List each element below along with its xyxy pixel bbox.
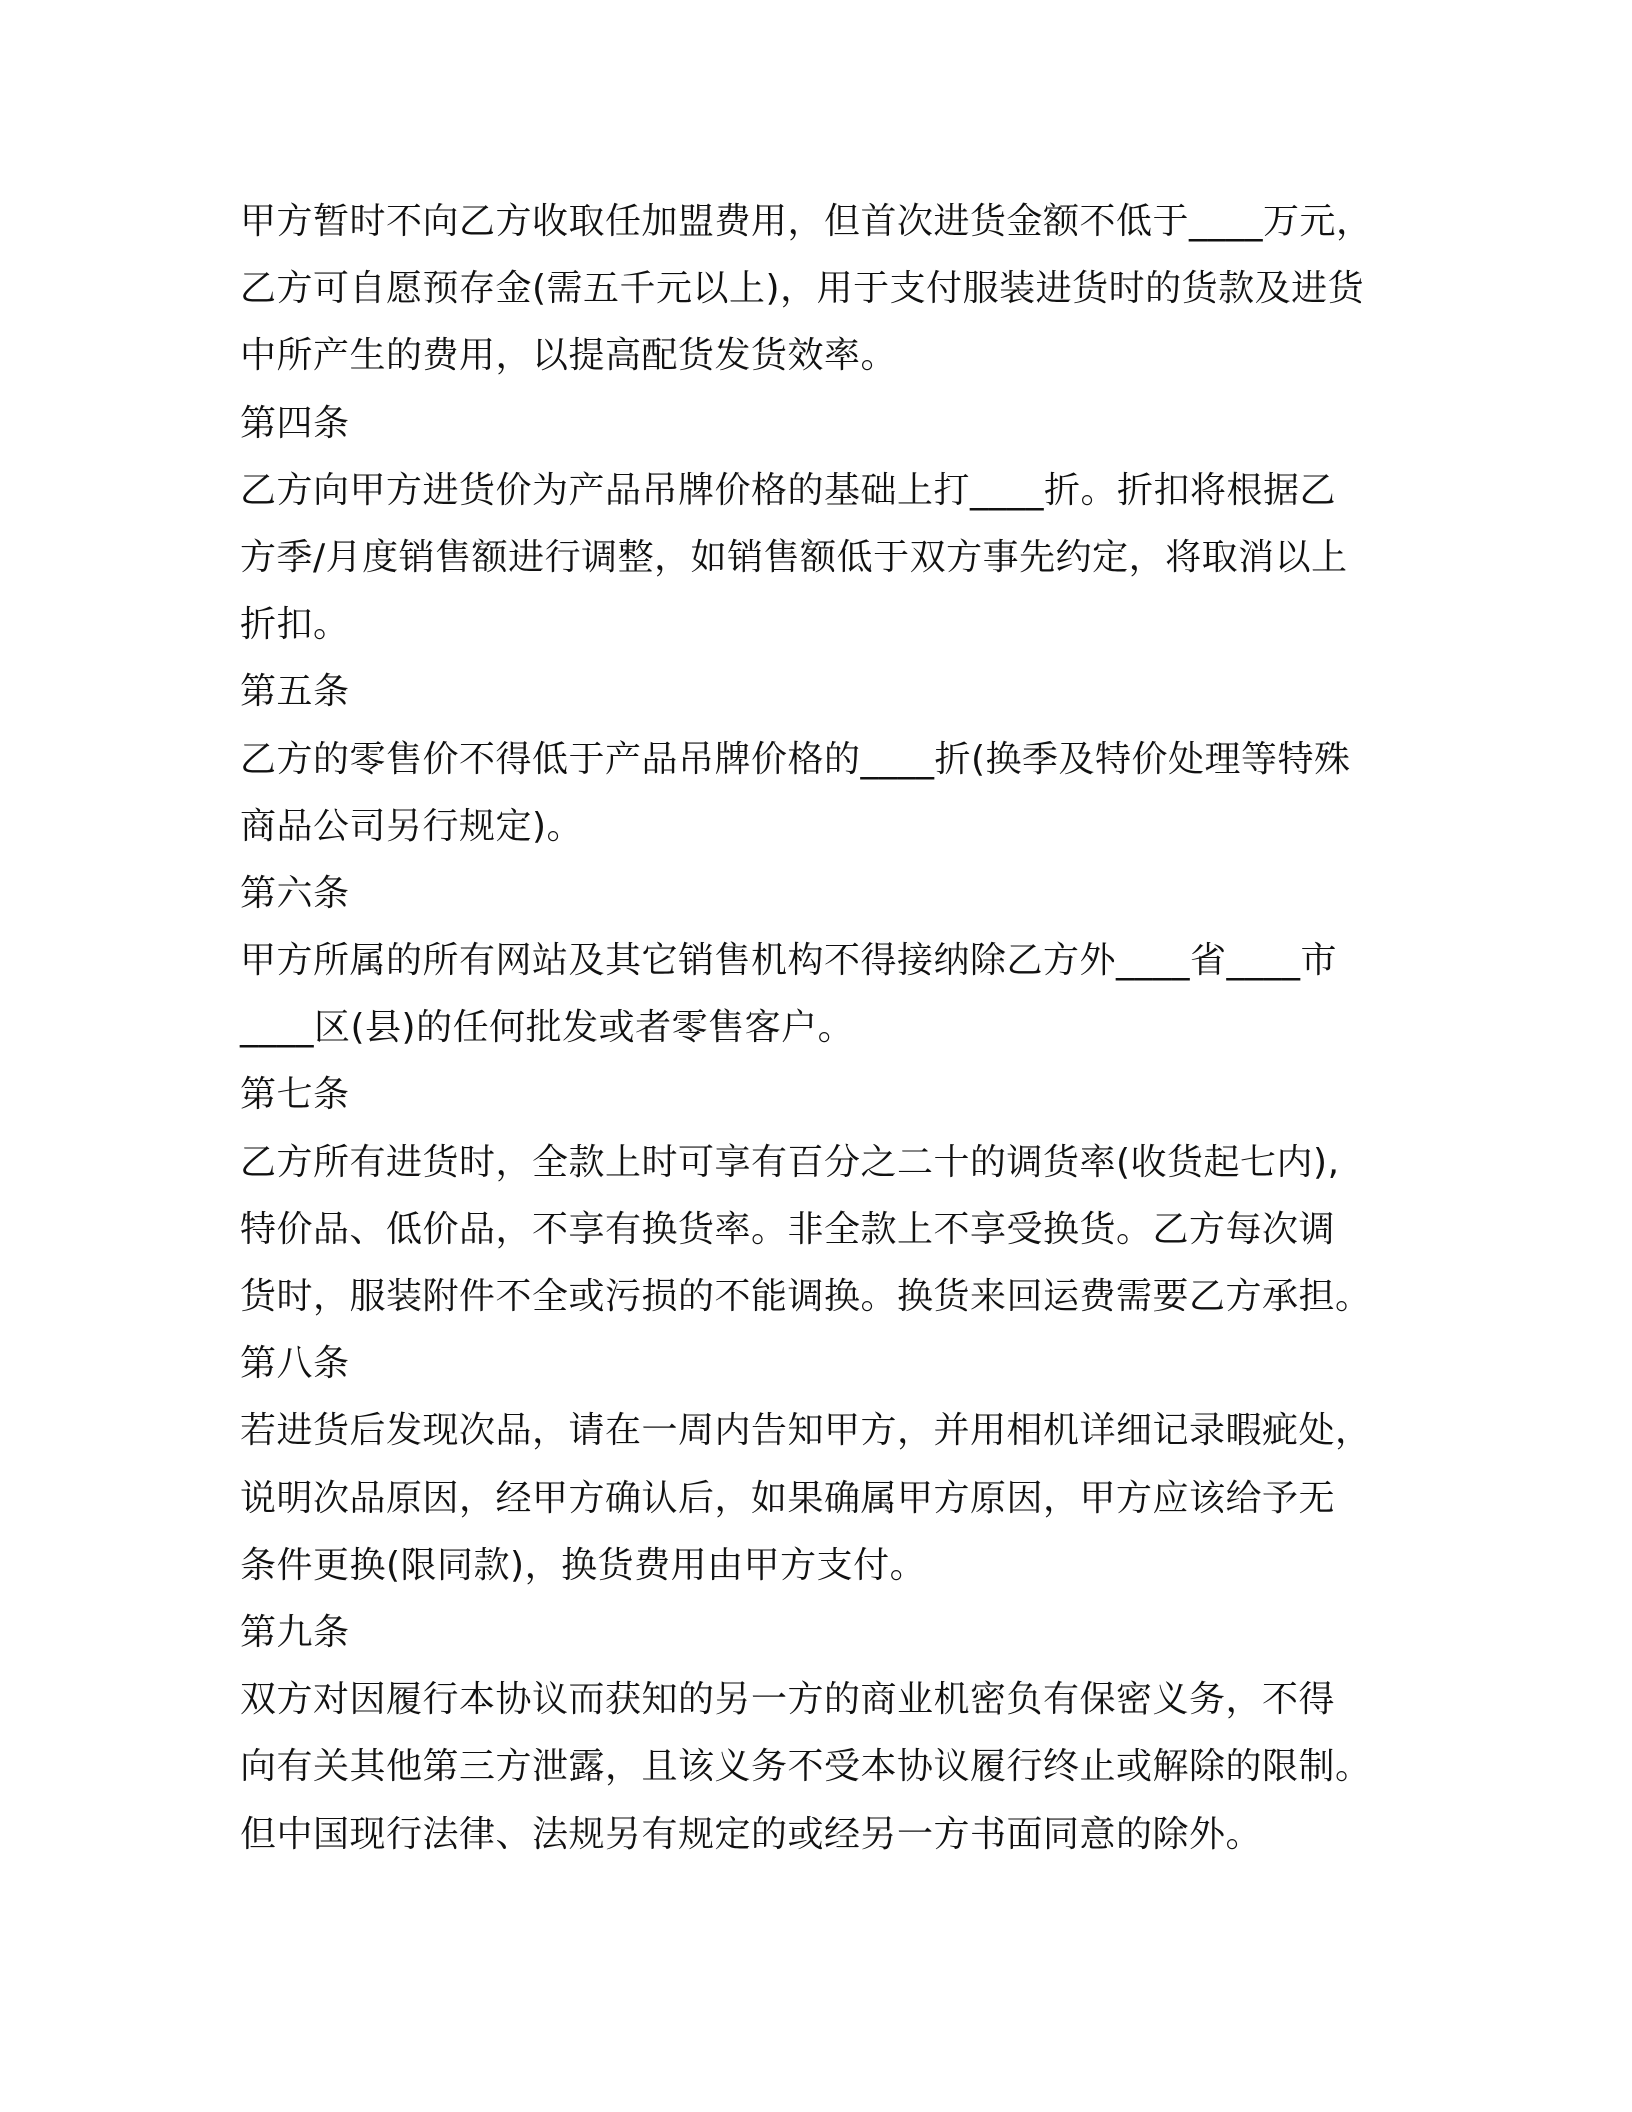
- paragraph-line: 条件更换(限同款)，换货费用由甲方支付。: [240, 1544, 927, 1586]
- article-heading: 第五条: [240, 671, 350, 713]
- paragraph-line: 乙方所有进货时，全款上时可享有百分之二十的调货率(收货起七内),: [240, 1141, 1340, 1183]
- article-9: [240, 1599, 1390, 1868]
- paragraph-line: 货时，服装附件不全或污损的不能调换。换货来回运费需要乙方承担。: [240, 1276, 1372, 1317]
- article-heading: 第四条: [240, 402, 350, 444]
- paragraph-line: 说明次品原因，经甲方确认后，如果确属甲方原因，甲方应该给予无: [240, 1477, 1336, 1519]
- paragraph-line: 中所产生的费用，以提高配货发货效率。: [240, 335, 898, 377]
- article-heading: 第六条: [240, 872, 350, 914]
- article-5: [240, 658, 1390, 860]
- paragraph-line: 乙方可自愿预存金(需五千元以上)，用于支付服装进货时的货款及进货: [240, 268, 1365, 310]
- article-4: [240, 390, 1390, 659]
- intro-paragraph: [240, 188, 1390, 390]
- paragraph-line: 乙方的零售价不得低于产品吊牌价格的____折(换季及特价处理等特殊: [240, 738, 1351, 780]
- document-body: [240, 188, 1390, 1868]
- paragraph-line: 乙方向甲方进货价为产品吊牌价格的基础上打____折。折扣将根据乙: [240, 469, 1337, 511]
- paragraph-line: 若进货后发现次品，请在一周内告知甲方，并用相机详细记录暇疵处，: [240, 1410, 1372, 1452]
- paragraph-line: 折扣。: [240, 604, 350, 646]
- paragraph-line: 特价品、低价品，不享有换货率。非全款上不享受换货。乙方每次调: [240, 1208, 1336, 1250]
- paragraph-line: 方季/月度销售额进行调整，如销售额低于双方事先约定，将取消以上: [240, 536, 1348, 578]
- article-7: [240, 1061, 1390, 1330]
- article-8: [240, 1330, 1390, 1599]
- paragraph-line: 商品公司另行规定)。: [240, 805, 584, 847]
- paragraph-line: 但中国现行法律、法规另有规定的或经另一方书面同意的除外。: [240, 1813, 1263, 1855]
- paragraph-line: 甲方所属的所有网站及其它销售机构不得接纳除乙方外____省____市: [240, 940, 1338, 982]
- paragraph-line: 双方对因履行本协议而获知的另一方的商业机密负有保密义务，不得: [240, 1679, 1336, 1721]
- article-heading: 第七条: [240, 1074, 350, 1116]
- paragraph-line: 向有关其他第三方泄露，且该义务不受本协议履行终止或解除的限制。: [240, 1746, 1372, 1788]
- article-6: [240, 860, 1390, 1062]
- paragraph-line: ____区(县)的任何批发或者零售客户。: [240, 1007, 855, 1049]
- paragraph-line: 甲方暂时不向乙方收取任加盟费用，但首次进货金额不低于____万元，: [240, 201, 1373, 242]
- article-heading: 第八条: [240, 1343, 350, 1385]
- article-heading: 第九条: [240, 1611, 350, 1653]
